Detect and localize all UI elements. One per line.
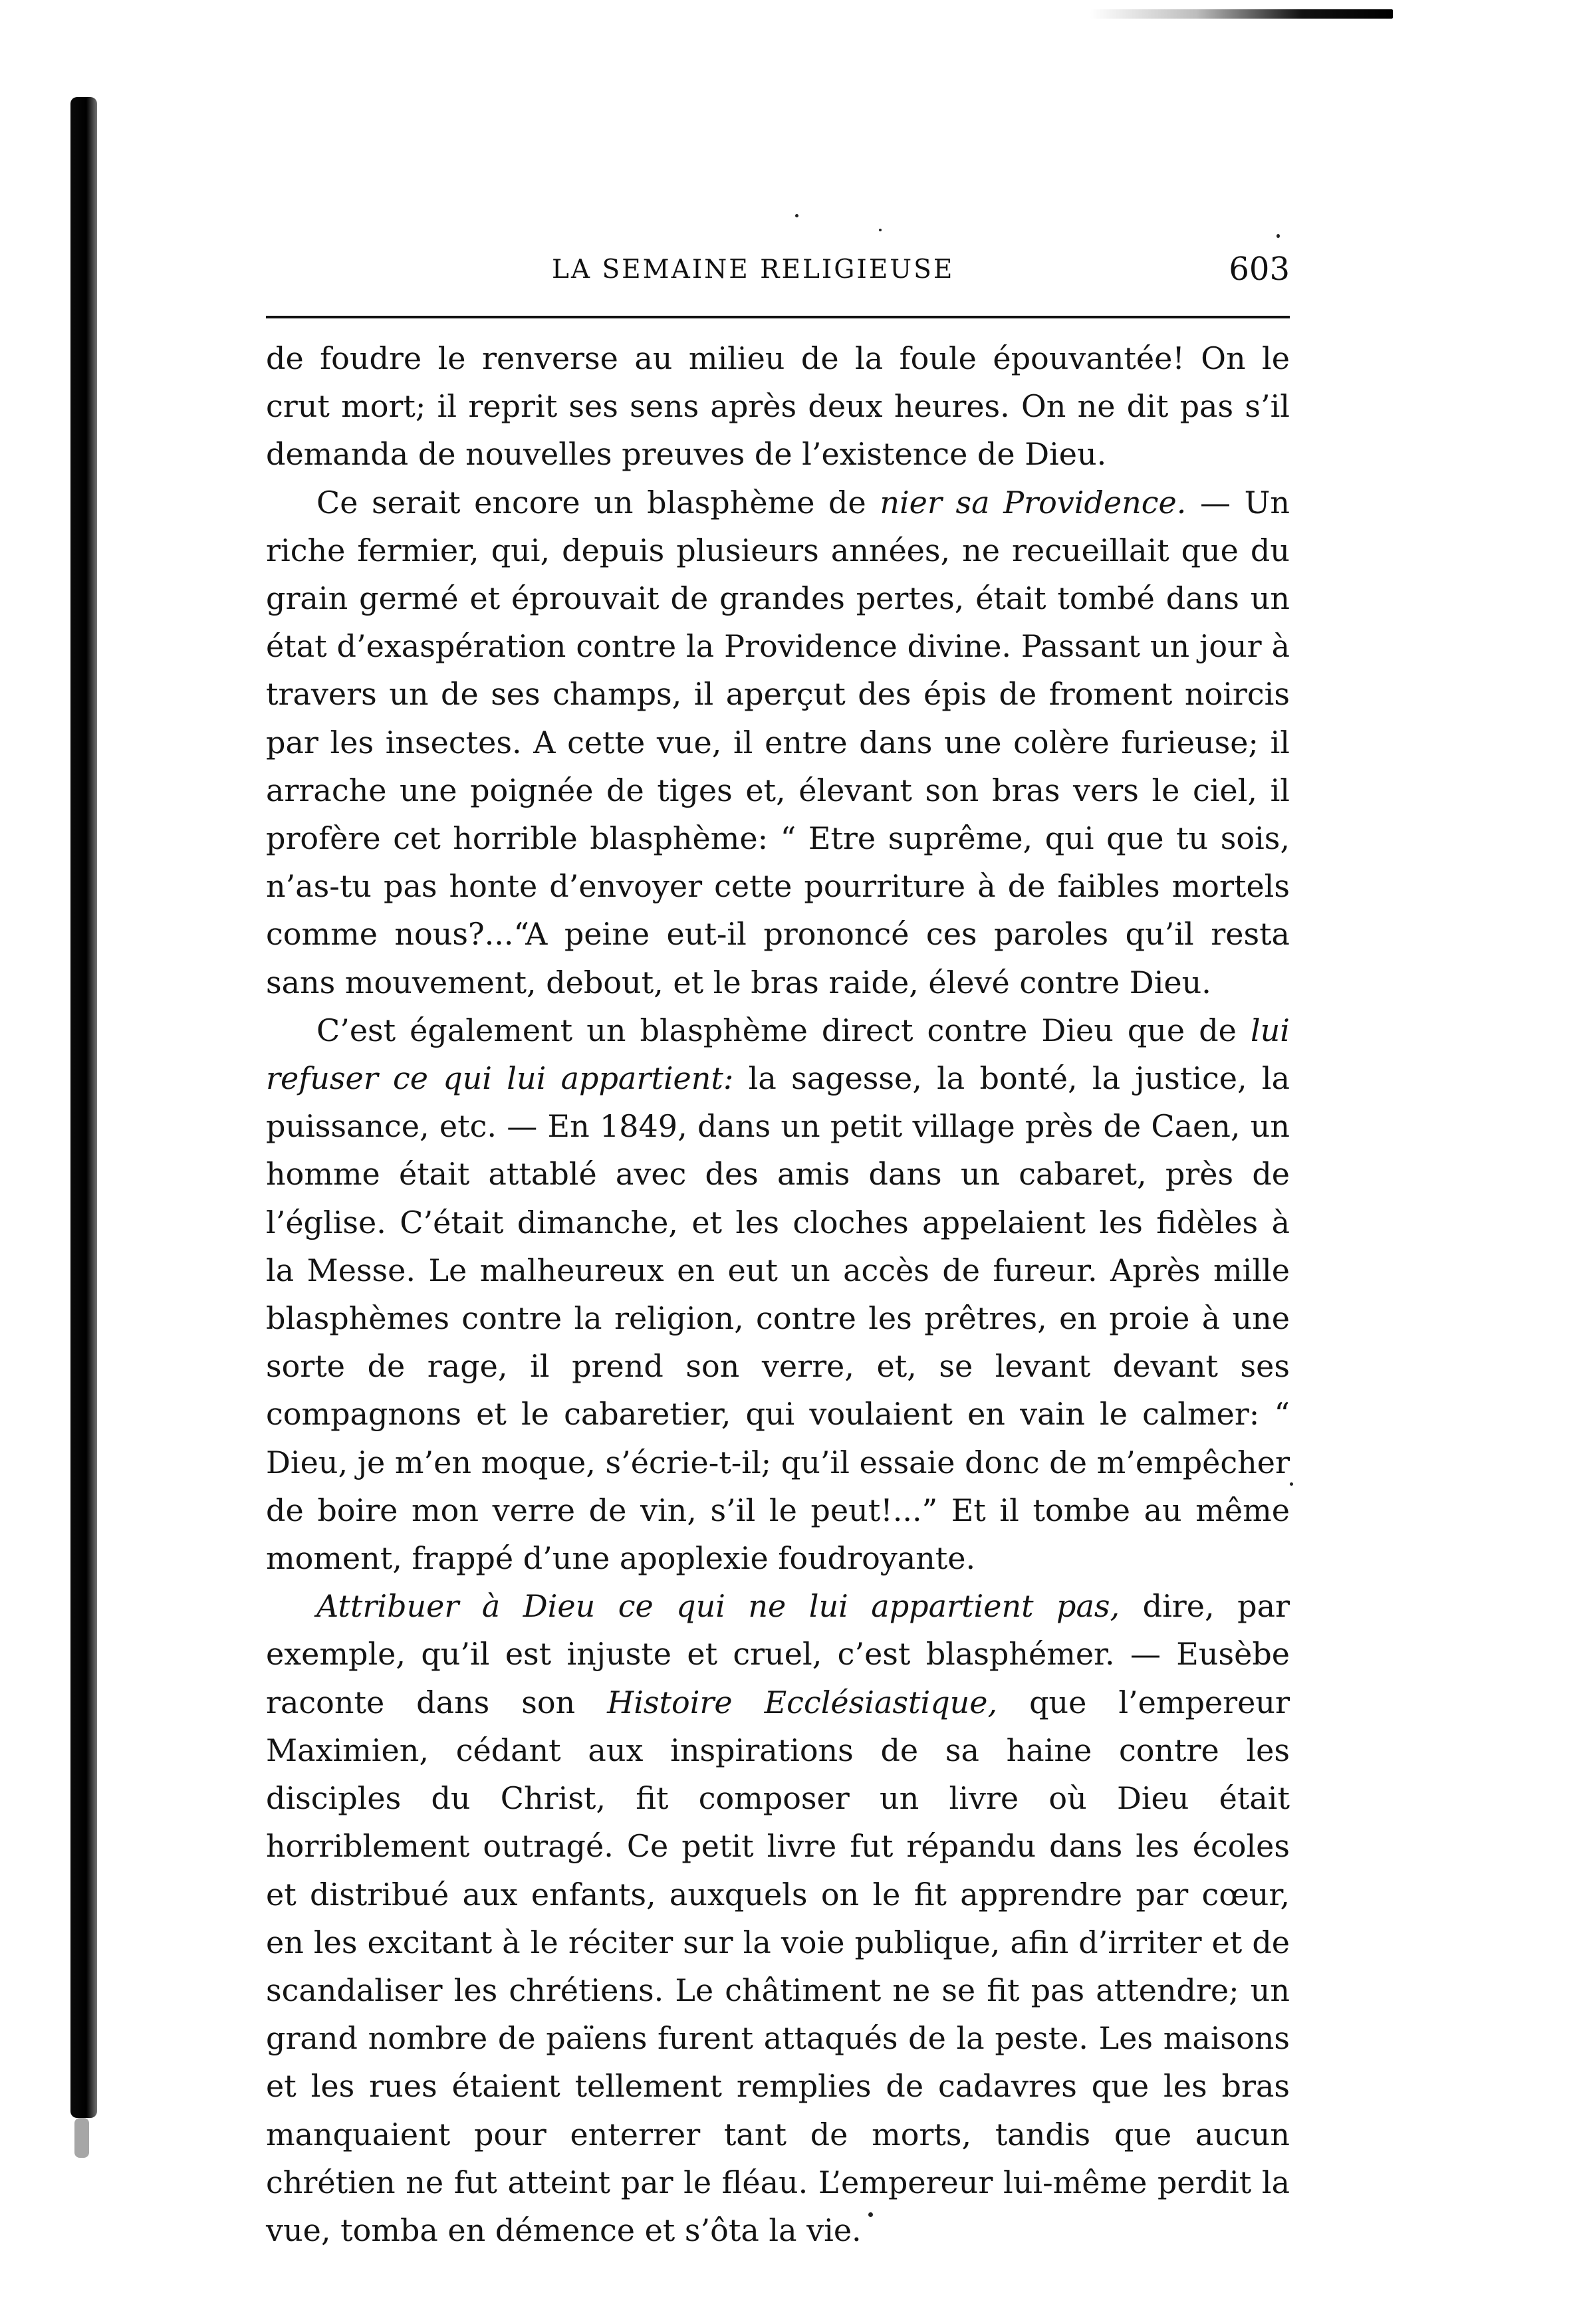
- text-run: — Un riche fermier, qui, depuis plusieurs années, ne recueillait que du grain germé et éprouvait de grandes pertes, était tombé dans un état d’exaspération contre la Providence divine. Passant un jour à travers un de ses champs, il aperçut des épis de froment noircis par les insectes. A cette vue, il entre dans une colère furieuse; il arrache une poignée de tiges et, élevant son bras vers le ciel, il profère cet horrible blasphème: “ Etre suprême, qui que tu sois, n’as-tu pas honte d’envoyer cette pourriture à de faibles mortels comme nous?...“A peine eut-il prononcé ces paroles qu’il resta sans mouvement, debout, et le bras raide, élevé contre Dieu.: [266, 484, 1290, 1000]
- scan-speck: [1277, 234, 1280, 238]
- text-run: C’est également un blasphème direct contre Dieu que de: [316, 1012, 1251, 1048]
- running-title: LA SEMAINE RELIGIEUSE: [552, 255, 955, 285]
- italic-phrase: nier sa Providence.: [880, 484, 1187, 521]
- paragraph: [266, 1006, 1290, 1582]
- body-text: [266, 334, 1290, 2254]
- text-run: dire, par exemple, qu’il est injuste et cruel, c’est blasphémer. — Eusèbe raconte dans son: [266, 1588, 1290, 1720]
- page-number: 603: [1229, 251, 1290, 288]
- page-header: [266, 251, 1290, 321]
- paragraph: [266, 1582, 1290, 2254]
- binding-shadow: [70, 97, 97, 2118]
- text-run: que l’empereur Maximien, cédant aux inspirations de sa haine contre les disciples du Christ, fit composer un livre où Dieu était horriblement outragé. Ce petit livre fut répandu dans les écoles et distribué aux enfants, auxquels on le fit apprendre par cœur, en les excitant à le réciter sur la voie publique, afin d’irriter et de scandaliser les chrétiens. Le châtiment ne se fit pas attendre; un grand nombre de païens furent attaqués de la peste. Les maisons et les rues étaient tellement remplies de cadavres que les bras manquaient pour enterrer tant de morts, tandis que aucun chrétien ne fut atteint par le fléau. L’empereur lui-même perdit la vue, tomba en démence et s’ôta la vie.: [266, 1684, 1290, 2248]
- italic-phrase: Histoire Ecclésiastique,: [607, 1684, 998, 1720]
- scan-speck: [879, 229, 882, 231]
- italic-phrase: Attribuer à Dieu ce qui ne lui appartient pas,: [316, 1588, 1120, 1625]
- italic-phrase: lui refuser ce qui lui appartient:: [266, 1012, 1290, 1097]
- scan-speck: [795, 214, 798, 217]
- text-run: de foudre le renverse au milieu de la foule épouvantée! On le crut mort; il reprit ses sens après deux heures. On ne dit pas s’il demanda de nouvelles preuves de l’existence de Dieu.: [266, 340, 1290, 473]
- text-run: la sagesse, la bonté, la justice, la puissance, etc. — En 1849, dans un petit village près de Caen, un homme était attablé avec des amis dans un cabaret, près de l’église. C’était dimanche, et les cloches appelaient les fidèles à la Messe. Le malheureux en eut un accès de fureur. Après mille blasphèmes contre la religion, contre les prêtres, en proie à une sorte de rage, il prend son verre, et, se levant devant ses compagnons et le cabaretier, qui voulaient en vain le calmer: “ Dieu, je m’en moque, s’écrie-t-il; qu’il essaie donc de m’empêcher de boire mon verre de vin, s’il le peut!...” Et il tombe au même moment, frappé d’une apoplexie foudroyante.: [266, 1060, 1290, 1577]
- header-rule: [266, 316, 1290, 318]
- paragraph: [266, 479, 1290, 1006]
- scan-edge-rule: [1090, 9, 1393, 19]
- text-run: Ce serait encore un blasphème de: [316, 484, 880, 521]
- paragraph: [266, 334, 1290, 479]
- scan-speck: [1290, 1482, 1293, 1486]
- binding-shadow-tail: [74, 2118, 89, 2158]
